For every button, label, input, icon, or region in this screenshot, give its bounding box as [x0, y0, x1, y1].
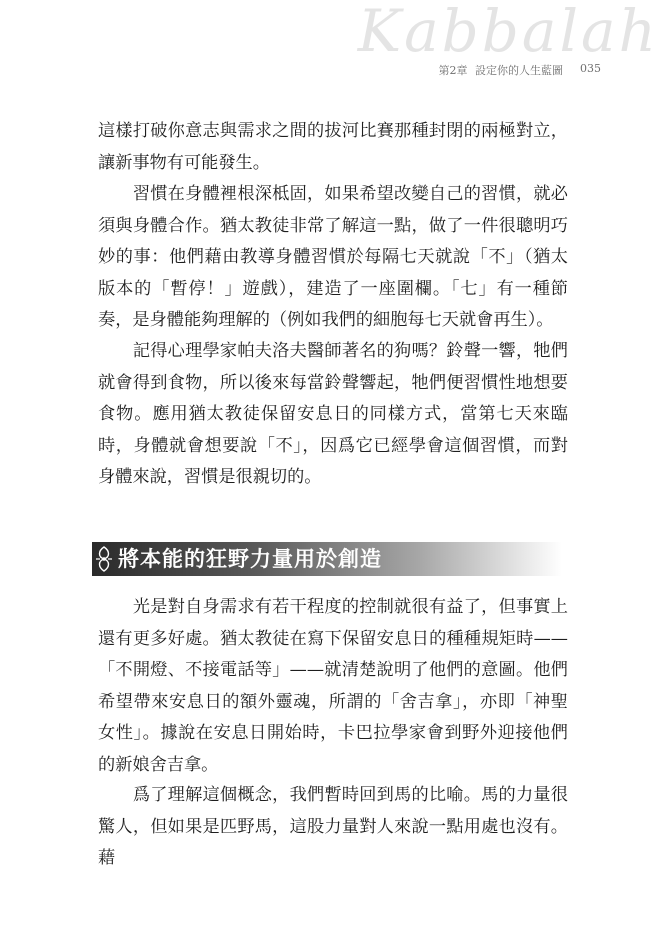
chapter-label: 第2章: [438, 64, 468, 77]
kabbalah-watermark: Kabbalah: [357, 0, 659, 65]
fleuron-ornament-icon: [94, 545, 114, 573]
section-title: 將本能的狂野力量用於創造: [118, 547, 382, 571]
running-head: [439, 62, 572, 78]
paragraph-1: 這樣打破你意志與需求之間的拔河比賽那種封閉的兩極對立，讓新事物有可能發生。: [98, 121, 568, 173]
paragraph-3: 記得心理學家帕夫洛夫醫師著名的狗嗎？鈴聲一響，牠們就會得到食物，所以後來每當鈴聲響起，牠們便習慣性地想要食物。應用猶太教徒保留安息日的同樣方式，當第七天來臨時，身體就會想要說「不」，因爲它已經學會這個習慣，而對身體來說，習慣是很親切的。: [98, 341, 568, 487]
page-header: [0, 0, 663, 80]
paragraph-5: 爲了理解這個概念，我們暫時回到馬的比喻。馬的力量很驚人，但如果是匹野馬，這股力量對人來說一點用處也沒有。藉: [98, 785, 568, 868]
page-number: 035: [580, 62, 601, 75]
paragraph-4: 光是對自身需求有若干程度的控制就很有益了，但事實上還有更多好處。猶太教徒在寫下保留安息日的種種規矩時——「不開燈、不接電話等」——就清楚說明了他們的意圖。他們希望帶來安息日的額外靈魂，所謂的「舍吉拿」，亦即「神聖女性」。據說在安息日開始時，卡巴拉學家會到野外迎接他們的新娘舍吉拿。: [98, 597, 568, 775]
paragraph-2: 習慣在身體裡根深柢固，如果希望改變自己的習慣，就必須與身體合作。猶太教徒非常了解這一點，做了一件很聰明巧妙的事：他們藉由教導身體習慣於每隔七天就說「不」（猶太版本的「暫停！」遊戲），建造了一座圍欄。「七」有一種節奏，是身體能夠理解的（例如我們的細胞每七天就會再生）。: [98, 184, 568, 330]
chapter-title: 設定你的人生藍圖: [475, 64, 563, 77]
section-heading-bar: [92, 542, 562, 576]
